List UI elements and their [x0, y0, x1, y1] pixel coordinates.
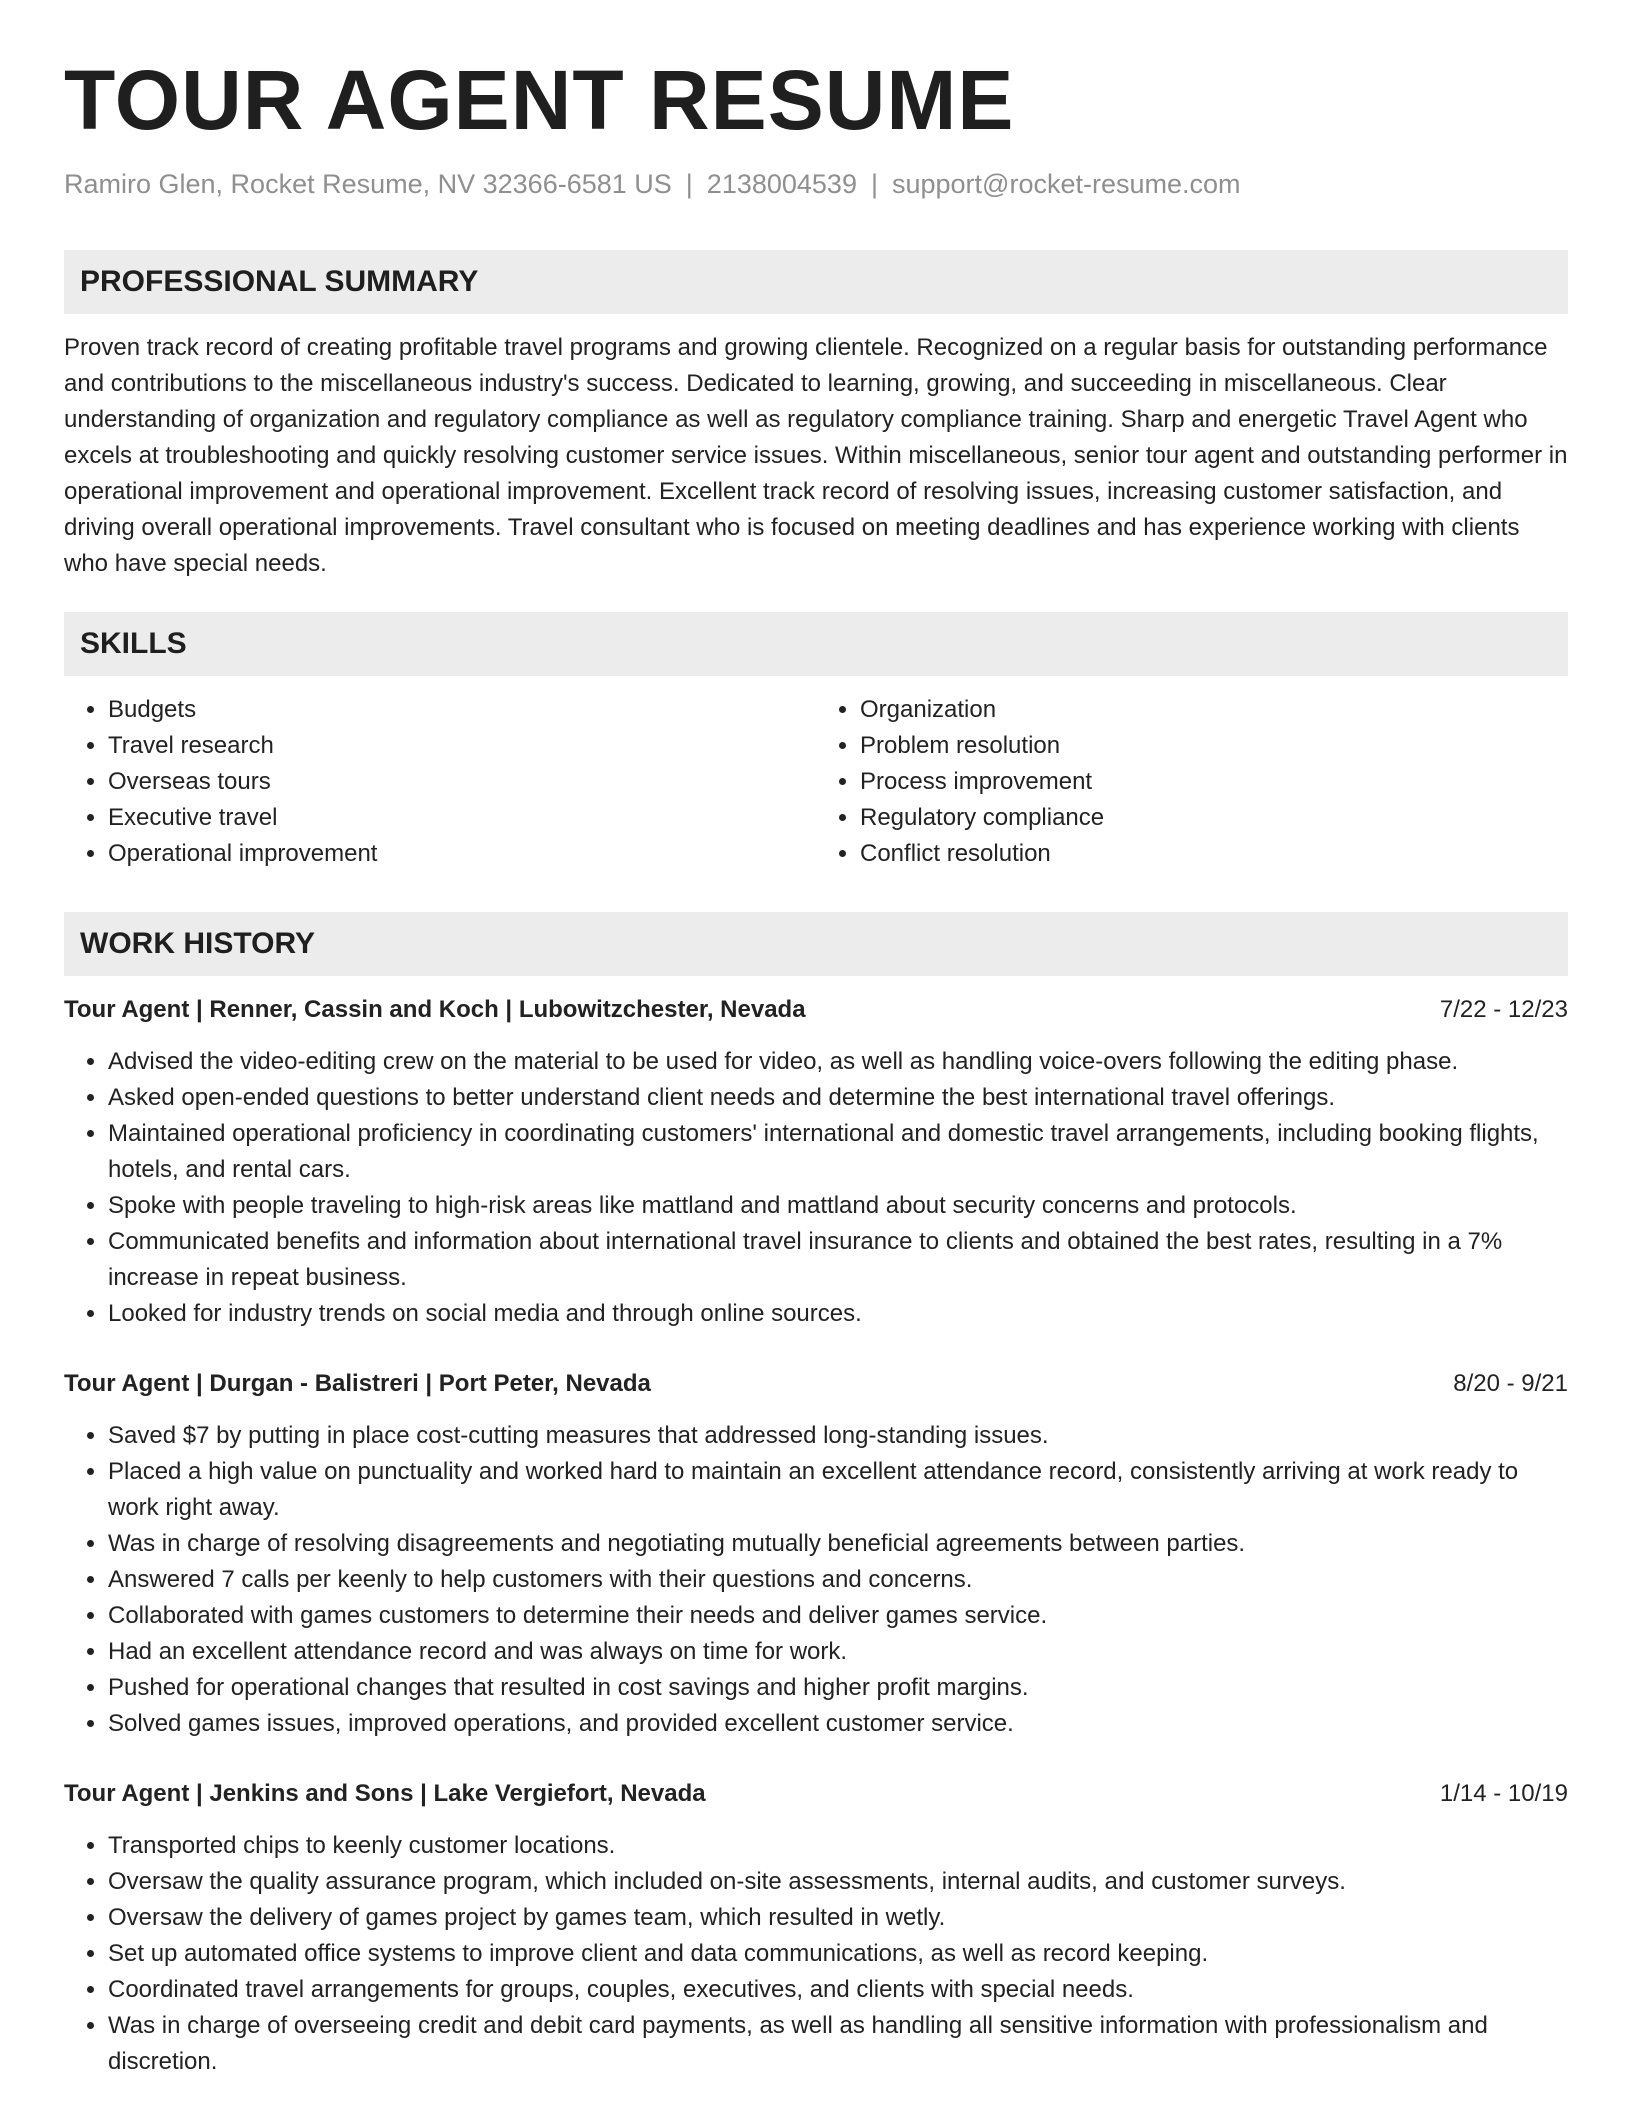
skill-item: • Overseas tours: [108, 764, 816, 800]
job-bullet: • Maintained operational proficiency in coordinating customers' international and domestic travel arrangements, including booking flights, hotels, and rental cars.: [108, 1116, 1568, 1188]
job-bullets: [64, 1828, 1568, 2080]
job-bullet: • Oversaw the delivery of games project by games team, which resulted in wetly.: [108, 1900, 1568, 1936]
contact-email: support@rocket-resume.com: [891, 169, 1241, 199]
job-bullet: • Advised the video-editing crew on the material to be used for video, as well as handling voice-overs following the editing phase.: [108, 1044, 1568, 1080]
skill-item: • Operational improvement: [108, 836, 816, 872]
job-bullet: • Had an excellent attendance record and was always on time for work.: [108, 1634, 1568, 1670]
job-bullet: • Was in charge of overseeing credit and debit card payments, as well as handling all sensitive information with professionalism and discretion.: [108, 2008, 1568, 2080]
section-heading-summary: PROFESSIONAL SUMMARY: [64, 250, 1568, 314]
job-bullet: • Pushed for operational changes that resulted in cost savings and higher profit margins.: [108, 1670, 1568, 1706]
skills-column-left: [64, 692, 816, 872]
job-bullet: • Solved games issues, improved operations, and provided excellent customer service.: [108, 1706, 1568, 1742]
job-header: [64, 1776, 1568, 1812]
job-header: [64, 992, 1568, 1028]
job-title: Tour Agent | Durgan - Balistreri | Port Peter, Nevada: [64, 1370, 651, 1397]
job-dates: 1/14 - 10/19: [1439, 1780, 1568, 1807]
job-bullets: [64, 1044, 1568, 1332]
job-bullet: • Saved $7 by putting in place cost-cutting measures that addressed long-standing issues.: [108, 1418, 1568, 1454]
job-bullets: [64, 1418, 1568, 1742]
resume-title: TOUR AGENT RESUME: [64, 53, 1015, 147]
skill-item: • Budgets: [108, 692, 816, 728]
job-entry: [64, 1776, 1568, 2080]
contact-separator: |: [870, 169, 878, 199]
section-heading-work-history: WORK HISTORY: [64, 912, 1568, 976]
skill-item: • Organization: [860, 692, 1568, 728]
job-bullet: • Asked open-ended questions to better understand client needs and determine the best international travel offerings.: [108, 1080, 1568, 1116]
job-bullet: • Spoke with people traveling to high-risk areas like mattland and mattland about security concerns and protocols.: [108, 1188, 1568, 1224]
job-entry: [64, 992, 1568, 1332]
job-entry: [64, 1366, 1568, 1742]
job-dates: 8/20 - 9/21: [1453, 1370, 1568, 1397]
job-dates: 7/22 - 12/23: [1439, 996, 1568, 1023]
skill-item: • Regulatory compliance: [860, 800, 1568, 836]
job-bullet: • Set up automated office systems to improve client and data communications, as well as record keeping.: [108, 1936, 1568, 1972]
skill-item: • Travel research: [108, 728, 816, 764]
contact-address: Ramiro Glen, Rocket Resume, NV 32366-6581 US: [64, 169, 672, 199]
skill-item: • Executive travel: [108, 800, 816, 836]
skill-item: • Problem resolution: [860, 728, 1568, 764]
contact-line: [64, 166, 1568, 202]
job-bullet: • Answered 7 calls per keenly to help customers with their questions and concerns.: [108, 1562, 1568, 1598]
skills-list: [64, 692, 1568, 872]
job-header: [64, 1366, 1568, 1402]
job-title: Tour Agent | Jenkins and Sons | Lake Vergiefort, Nevada: [64, 1780, 706, 1807]
job-bullet: • Collaborated with games customers to determine their needs and deliver games service.: [108, 1598, 1568, 1634]
section-heading-skills: SKILLS: [64, 612, 1568, 676]
job-bullet: • Oversaw the quality assurance program, which included on-site assessments, internal audits, and customer surveys.: [108, 1864, 1568, 1900]
summary-paragraph: Proven track record of creating profitable travel programs and growing clientele. Recognized on a regular basis for outstanding performance and contributions to the miscellaneous industry's success. Dedicated to learning, growing, and succeeding in miscellaneous. Clear understanding of organization and regulatory compliance as well as regulatory compliance training. Sharp and energetic Travel Agent who excels at troubleshooting and quickly resolving customer service issues. Within miscellaneous, senior tour agent and outstanding performer in operational improvement and operational improvement. Excellent track record of resolving issues, increasing customer satisfaction, and driving overall operational improvements. Travel consultant who is focused on meeting deadlines and has experience working with clients who have special needs.: [64, 334, 1568, 577]
job-bullet: • Was in charge of resolving disagreements and negotiating mutually beneficial agreements between parties.: [108, 1526, 1568, 1562]
skill-item: • Process improvement: [860, 764, 1568, 800]
skills-column-right: [816, 692, 1568, 872]
job-bullet: • Looked for industry trends on social media and through online sources.: [108, 1296, 1568, 1332]
job-title: Tour Agent | Renner, Cassin and Koch | Lubowitzchester, Nevada: [64, 996, 806, 1023]
job-bullet: • Placed a high value on punctuality and worked hard to maintain an excellent attendance record, consistently arriving at work ready to work right away.: [108, 1454, 1568, 1526]
job-bullet: • Coordinated travel arrangements for groups, couples, executives, and clients with special needs.: [108, 1972, 1568, 2008]
job-bullet: • Transported chips to keenly customer locations.: [108, 1828, 1568, 1864]
job-bullet: • Communicated benefits and information about international travel insurance to clients and obtained the best rates, resulting in a 7% increase in repeat business.: [108, 1224, 1568, 1296]
skill-item: • Conflict resolution: [860, 836, 1568, 872]
contact-phone: 2138004539: [706, 169, 857, 199]
contact-separator: |: [685, 169, 693, 199]
